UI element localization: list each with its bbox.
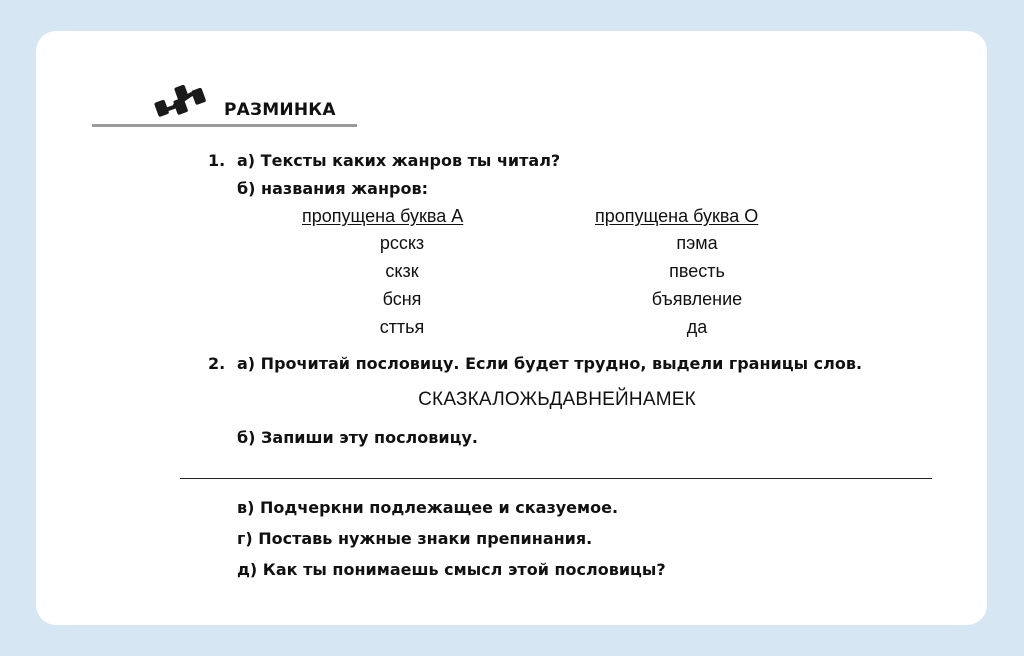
task-2c-text: в) Подчеркни подлежащее и сказуемое. <box>237 498 619 517</box>
answer-line[interactable] <box>180 478 932 479</box>
word-a-1: рсскз <box>379 233 425 253</box>
column-o-heading: пропущена буква О <box>595 206 759 226</box>
header-divider <box>92 124 357 127</box>
task-1-number: 1. <box>208 151 226 170</box>
word-a-4: сттья <box>379 317 425 337</box>
word-o-4: да <box>686 317 708 337</box>
section-title: РАЗМИНКА <box>224 100 336 120</box>
proverb-text: СКАЗКАЛОЖЬДАВНЕЙНАМЕК <box>418 389 696 410</box>
word-o-3: бъявление <box>651 289 743 309</box>
word-o-2: пвесть <box>669 261 725 281</box>
dumbbell-icon <box>154 84 208 118</box>
word-o-1: пэма <box>676 233 718 253</box>
task-1b-text: б) названия жанров: <box>237 179 428 198</box>
word-a-2: скзк <box>385 261 419 281</box>
task-2e-text: д) Как ты понимаешь смысл этой пословицы? <box>237 560 666 579</box>
task-1a-text: а) Тексты каких жанров ты читал? <box>237 151 561 170</box>
task-2b-text: б) Запиши эту пословицу. <box>237 428 478 447</box>
word-a-3: бсня <box>382 289 422 309</box>
column-a-heading: пропущена буква А <box>302 206 464 226</box>
task-2-number: 2. <box>208 354 226 373</box>
task-2a-text: а) Прочитай пословицу. Если будет трудно, выдели границы слов. <box>237 354 863 373</box>
task-2d-text: г) Поставь нужные знаки препинания. <box>237 529 593 548</box>
